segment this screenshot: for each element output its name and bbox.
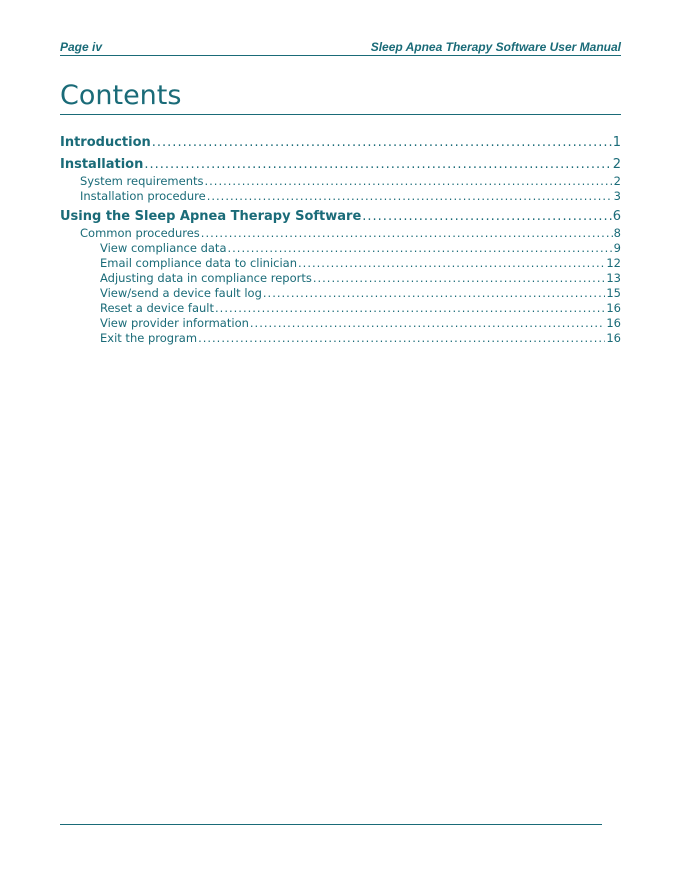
toc-entry-title: Common procedures	[80, 226, 200, 240]
toc-entry-page: 6	[612, 209, 621, 224]
toc-entry-title: Using the Sleep Apnea Therapy Software	[60, 209, 362, 224]
toc-entry-title: Email compliance data to clinician	[100, 256, 298, 270]
toc-entry-adjusting-data[interactable]	[60, 271, 621, 286]
toc-entry-device-fault-log[interactable]	[60, 286, 621, 301]
toc-entry-view-provider-information[interactable]	[60, 316, 621, 331]
toc-entry-title: Installation procedure	[80, 189, 206, 203]
toc-entry-exit-program[interactable]	[60, 331, 621, 346]
toc-entry-system-requirements[interactable]	[60, 174, 621, 189]
toc-dot-leader	[144, 156, 611, 174]
toc-entry-reset-device-fault[interactable]	[60, 301, 621, 316]
toc-dot-leader	[263, 286, 605, 301]
page-number-label: Page iv	[60, 40, 103, 54]
toc-entry-using-software[interactable]	[60, 208, 621, 226]
toc-entry-title: Adjusting data in compliance reports	[100, 271, 312, 285]
toc-entry-page: 15	[606, 286, 621, 300]
toc-entry-page: 16	[606, 331, 621, 345]
toc-dot-leader	[198, 331, 605, 346]
toc-entry-title: View provider information	[100, 316, 249, 330]
toc-dot-leader	[228, 241, 613, 256]
toc-entry-page: 12	[606, 256, 621, 270]
toc-entry-introduction[interactable]	[60, 134, 621, 152]
toc-dot-leader	[250, 316, 605, 331]
toc-entry-title: System requirements	[80, 174, 204, 188]
toc-entry-installation[interactable]	[60, 156, 621, 174]
toc-entry-common-procedures[interactable]	[60, 226, 621, 241]
toc-dot-leader	[205, 174, 613, 189]
toc-entry-page: 8	[613, 226, 621, 240]
table-of-contents	[60, 134, 621, 346]
toc-entry-view-compliance-data[interactable]	[60, 241, 621, 256]
footer-divider	[60, 824, 602, 825]
toc-dot-leader	[362, 208, 611, 226]
toc-entry-title: View compliance data	[100, 241, 227, 255]
toc-entry-page: 16	[606, 301, 621, 315]
toc-entry-page: 9	[613, 241, 621, 255]
toc-entry-page: 13	[606, 271, 621, 285]
page-header	[60, 40, 621, 56]
toc-dot-leader	[313, 271, 606, 286]
toc-entry-title: View/send a device fault log	[100, 286, 262, 300]
toc-entry-title: Exit the program	[100, 331, 198, 345]
toc-entry-installation-procedure[interactable]	[60, 189, 621, 204]
manual-title: Sleep Apnea Therapy Software User Manual	[370, 40, 621, 54]
toc-entry-title: Installation	[60, 157, 144, 172]
toc-entry-title: Reset a device fault	[100, 301, 215, 315]
toc-entry-page: 1	[612, 135, 621, 150]
toc-dot-leader	[298, 256, 605, 271]
toc-entry-email-compliance-data[interactable]	[60, 256, 621, 271]
toc-dot-leader	[207, 189, 613, 204]
toc-entry-page: 2	[612, 157, 621, 172]
toc-dot-leader	[152, 134, 612, 152]
contents-heading: Contents	[60, 78, 621, 115]
toc-entry-page: 3	[613, 189, 621, 203]
toc-dot-leader	[215, 301, 605, 316]
toc-entry-title: Introduction	[60, 135, 151, 150]
toc-entry-page: 2	[613, 174, 621, 188]
toc-dot-leader	[201, 226, 613, 241]
toc-entry-page: 16	[606, 316, 621, 330]
